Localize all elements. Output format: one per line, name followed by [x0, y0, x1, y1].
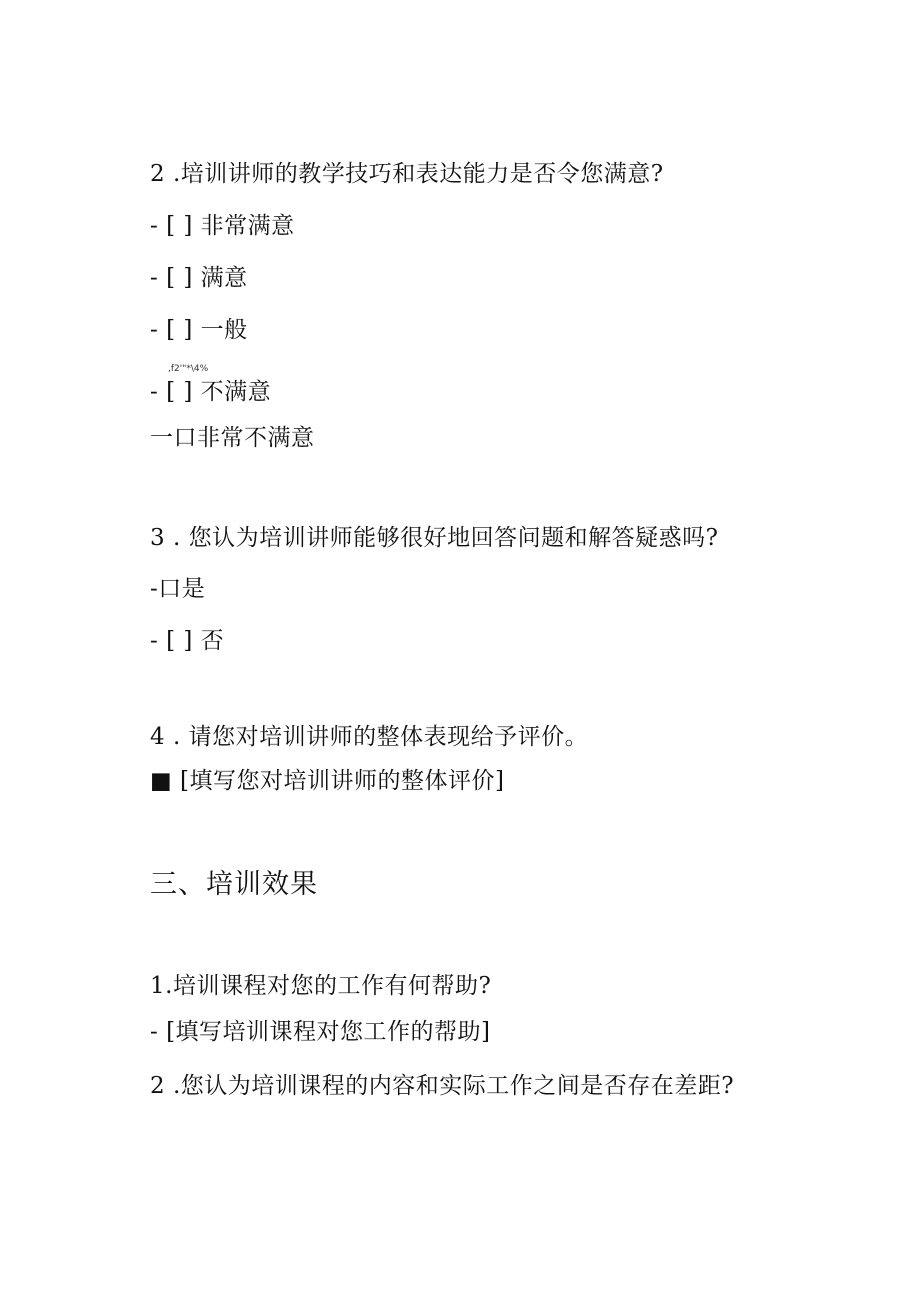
option-satisfied[interactable]: - [ ] 满意 [150, 265, 248, 291]
scan-artifact-text: ,f2'"*\4% [168, 364, 209, 374]
option-no[interactable]: - [ ] 否 [150, 628, 225, 654]
section-3-help-field[interactable]: - [填写培训课程对您工作的帮助] [150, 1019, 491, 1045]
section-3-heading: 三、培训效果 [150, 869, 318, 900]
question-2-title: 2 .培训讲师的教学技巧和表达能力是否令您满意? [150, 161, 664, 187]
option-very-satisfied[interactable]: - [ ] 非常满意 [150, 213, 295, 239]
evaluation-field[interactable]: ■ [填写您对培训讲师的整体评价] [150, 768, 505, 794]
section-3-question-1-title: 1.培训课程对您的工作有何帮助? [150, 973, 492, 999]
question-3-title: 3 . 您认为培训讲师能够很好地回答问题和解答疑惑吗? [150, 525, 719, 551]
option-unsatisfied[interactable]: - [ ] 不满意 [150, 379, 272, 405]
question-4-title: 4 . 请您对培训讲师的整体表现给予评价。 [150, 724, 589, 750]
option-very-unsatisfied[interactable]: 一口非常不满意 [150, 425, 315, 451]
option-neutral[interactable]: - [ ] 一般 [150, 317, 248, 343]
option-yes[interactable]: -口是 [150, 576, 206, 602]
section-3-question-2-title: 2 .您认为培训课程的内容和实际工作之间是否存在差距? [150, 1073, 735, 1099]
